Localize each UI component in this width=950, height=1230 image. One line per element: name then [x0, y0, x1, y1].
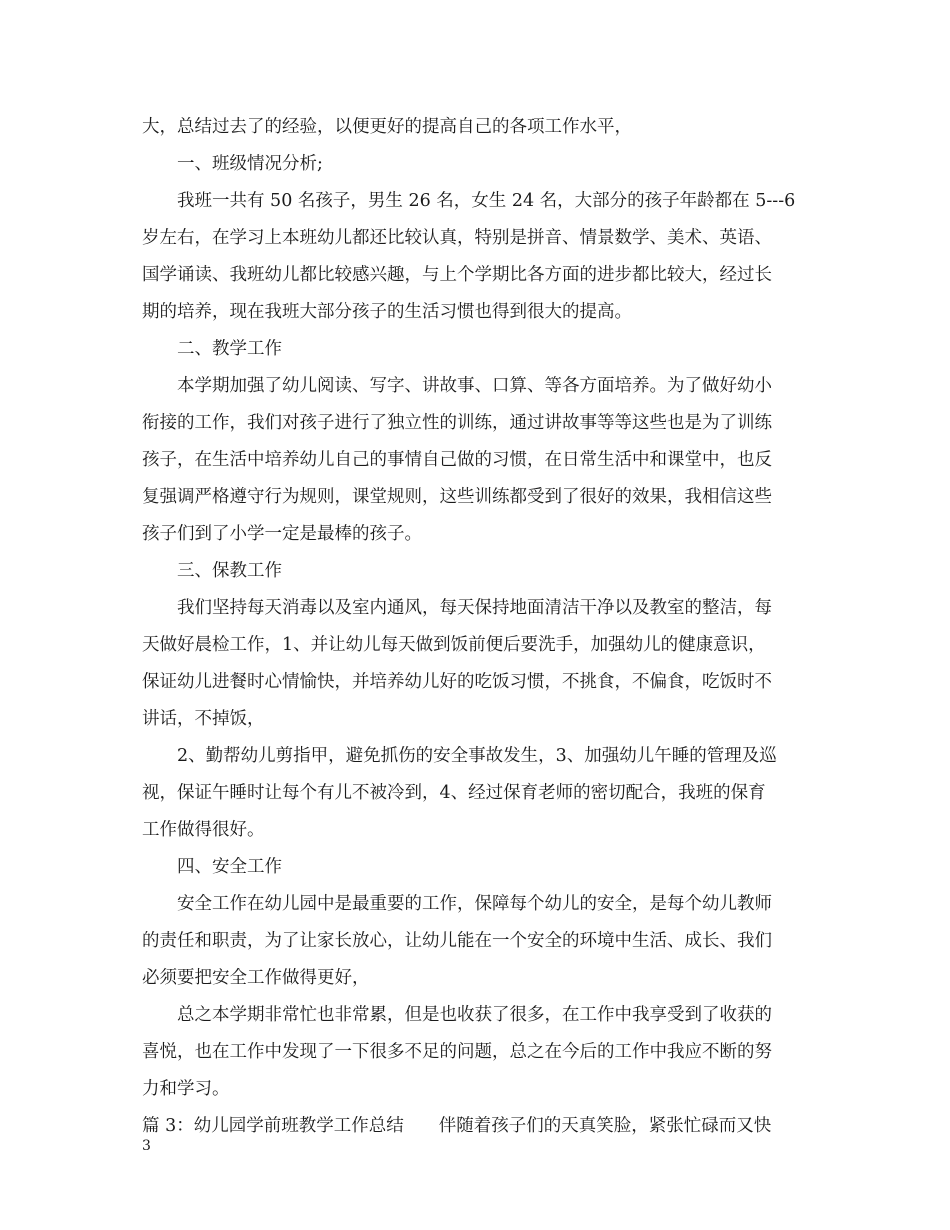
- paragraph-line: 视，保证午睡时让每个有儿不被冷到，4、经过保育老师的密切配合，我班的保育: [142, 783, 766, 803]
- paragraph-line: 复强调严格遵守行为规则，课堂规则，这些训练都受到了很好的效果，我相信这些: [142, 487, 772, 507]
- paragraph-line: 总之本学期非常忙也非常累，但是也收获了很多，在工作中我享受到了收获的: [177, 1005, 772, 1025]
- paragraph-line: 安全工作在幼儿园中是最重要的工作，保障每个幼儿的安全，是每个幼儿教师: [177, 894, 772, 914]
- paragraph-line: 喜悦，也在工作中发现了一下很多不足的问题，总之在今后的工作中我应不断的努: [142, 1042, 772, 1062]
- paragraph-line: 孩子们到了小学一定是最棒的孩子。: [142, 524, 422, 544]
- section-heading: 一、班级情况分析;: [177, 154, 323, 174]
- paragraph-line: 2、勤帮幼儿剪指甲，避免抓伤的安全事故发生，3、加强幼儿午睡的管理及巡: [177, 746, 777, 766]
- paragraph-line: 大，总结过去了的经验，以便更好的提高自己的各项工作水平，: [142, 117, 632, 137]
- paragraph-line: 衔接的工作，我们对孩子进行了独立性的训练，通过讲故事等等这些也是为了训练: [142, 413, 772, 433]
- section-heading: 二、教学工作: [177, 339, 282, 359]
- paragraph-line: 力和学习。: [142, 1079, 230, 1099]
- paragraph-line: 的责任和职责，为了让家长放心，让幼儿能在一个安全的环境中生活、成长、我们: [142, 931, 772, 951]
- paragraph-line: 国学诵读、我班幼儿都比较感兴趣，与上个学期比各方面的进步都比较大，经过长: [142, 265, 772, 285]
- section-heading: 三、保教工作: [177, 561, 282, 581]
- section-heading: 四、安全工作: [177, 857, 282, 877]
- paragraph-line: 天做好晨检工作，1、并让幼儿每天做到饭前便后要洗手，加强幼儿的健康意识，: [142, 635, 766, 655]
- chapter-title-line: 篇 3：幼儿园学前班教学工作总结 伴随着孩子们的天真笑脸，紧张忙碌而又快: [142, 1116, 772, 1136]
- page-number: 3: [142, 1138, 151, 1154]
- paragraph-line: 必须要把安全工作做得更好，: [142, 968, 370, 988]
- paragraph-line: 保证幼儿进餐时心情愉快，并培养幼儿好的吃饭习惯，不挑食，不偏食，吃饭时不: [142, 672, 772, 692]
- paragraph-line: 工作做得很好。: [142, 820, 265, 840]
- paragraph-line: 孩子，在生活中培养幼儿自己的事情自己做的习惯，在日常生活中和课堂中，也反: [142, 450, 772, 470]
- paragraph-line: 讲话，不掉饭，: [142, 709, 265, 729]
- paragraph-line: 本学期加强了幼儿阅读、写字、讲故事、口算、等各方面培养。为了做好幼小: [177, 376, 772, 396]
- paragraph-line: 我们坚持每天消毒以及室内通风，每天保持地面清洁干净以及教室的整洁，每: [177, 598, 772, 618]
- paragraph-line: 期的培养，现在我班大部分孩子的生活习惯也得到很大的提高。: [142, 302, 632, 322]
- paragraph-line: 岁左右，在学习上本班幼儿都还比较认真，特别是拼音、情景数学、美术、英语、: [142, 228, 772, 248]
- paragraph-line: 我班一共有 50 名孩子，男生 26 名，女生 24 名，大部分的孩子年龄都在 5---6: [177, 191, 796, 211]
